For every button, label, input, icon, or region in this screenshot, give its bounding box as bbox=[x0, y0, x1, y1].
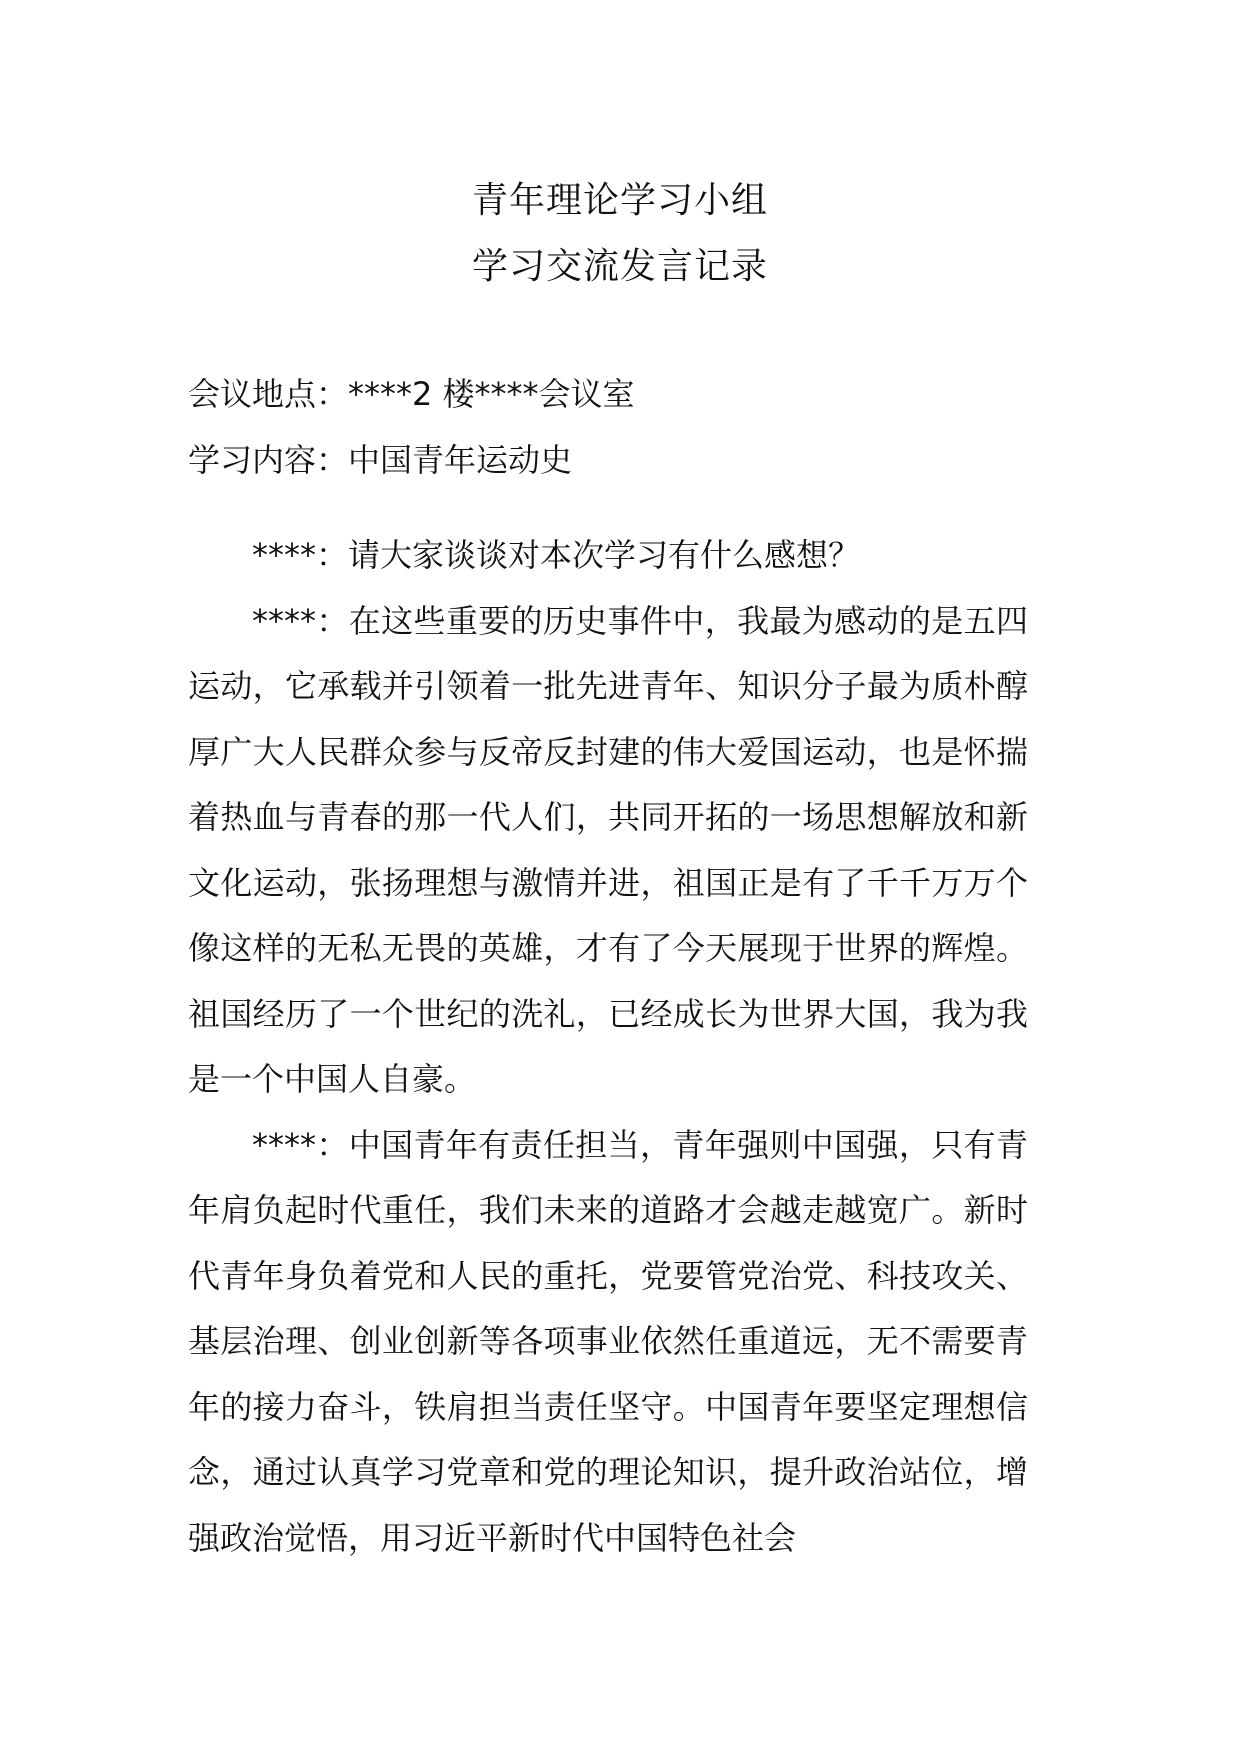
meeting-location: 会议地点：****2 楼****会议室 bbox=[188, 375, 635, 413]
document-title bbox=[0, 168, 1240, 300]
title-line-1: 青年理论学习小组 bbox=[471, 180, 768, 221]
paragraph-question: ****：请大家谈谈对本次学习有什么感想？ bbox=[252, 536, 861, 574]
document-body bbox=[188, 362, 1028, 1571]
study-content: 学习内容：中国青年运动史 bbox=[188, 440, 573, 479]
paragraph-response-2: ****：中国青年有责任担当，青年强则中国强，只有青年肩负起时代重任，我们未来的道路才会越走越宽广。新时代青年身负着党和人民的重托，党要管党治党、科技攻关、基层治理、创业创新等各项事业依然任重道远，无不需要青年的接力奋斗，铁肩担当责任坚守。中国青年要坚定理想信念，通过认真学习党章和党的理论知识，提升政治站位，增强政治觉悟，用习近平新时代中国特色社会 bbox=[188, 1125, 1028, 1557]
spacer bbox=[188, 493, 1028, 523]
paragraph-response-1: ****：在这些重要的历史事件中，我最为感动的是五四运动，它承载并引领着一批先进青年、知识分子最为质朴醇厚广大人民群众参与反帝反封建的伟大爱国运动，也是怀揣着热血与青春的那一代人们，共同开拓的一场思想解放和新文化运动，张扬理想与激情并进，祖国正是有了千千万万个像这样的无私无畏的英雄，才有了今天展现于世界的辉煌。祖国经历了一个世纪的洗礼，已经成长为世界大国，我为我是一个中国人自豪。 bbox=[188, 601, 1028, 1098]
title-line-2: 学习交流发言记录 bbox=[471, 246, 768, 287]
